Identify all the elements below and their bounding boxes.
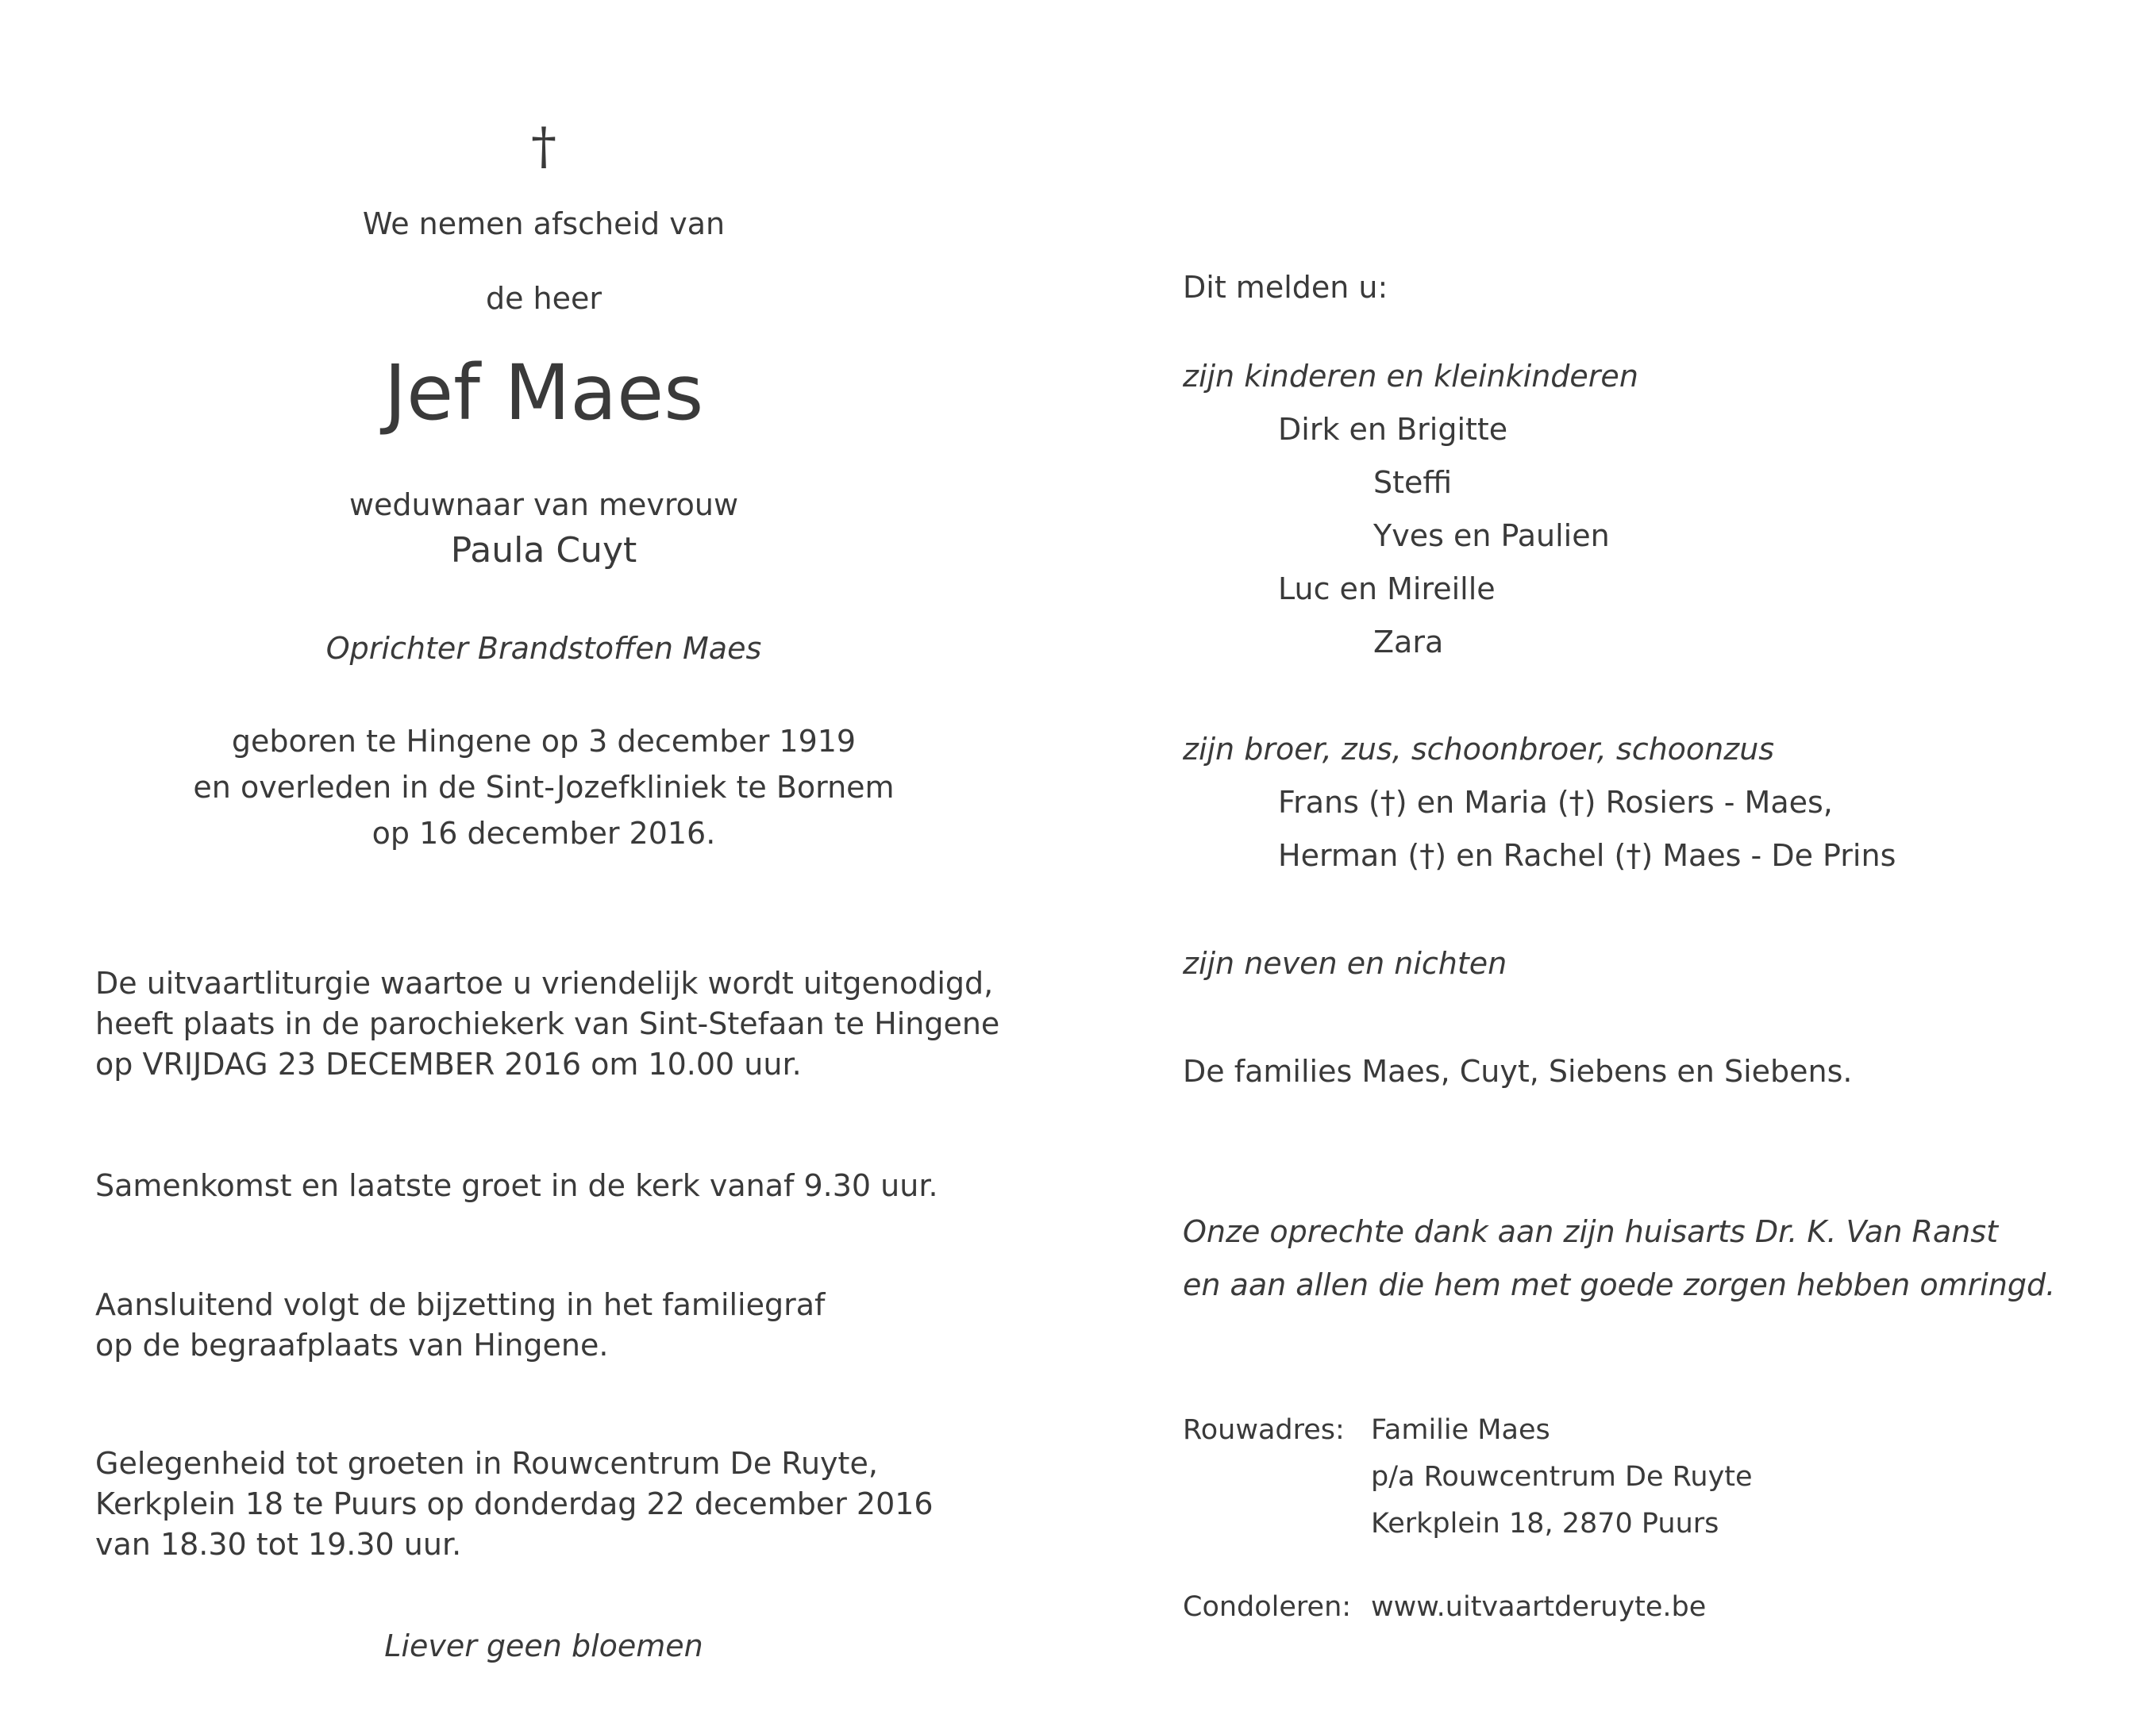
funeral-line: op VRIJDAG 23 DECEMBER 2016 om 10.00 uur. <box>95 1047 802 1082</box>
honorific: de heer <box>485 281 603 316</box>
visitation-line: van 18.30 tot 19.30 uur. <box>95 1527 462 1562</box>
spouse-name: Paula Cuyt <box>450 530 637 571</box>
condolence-label: Condoleren: <box>1183 1591 1352 1623</box>
death-date-line: op 16 december 2016. <box>372 816 716 851</box>
cousins-heading: zijn neven en nichten <box>1183 946 1507 981</box>
families-text: De families Maes, Cuyt, Siebens en Siebens. <box>1183 1054 1853 1089</box>
address-line: Kerkplein 18, 2870 Puurs <box>1371 1508 1719 1540</box>
siblings-heading: zijn broer, zus, schoonbroer, schoonzus <box>1183 732 1775 767</box>
grandchild-entry: Zara <box>1373 625 1444 659</box>
grandchild-entry: Yves en Paulien <box>1373 518 1610 553</box>
burial-line: Aansluitend volgt de bijzetting in het familiegraf <box>95 1287 826 1322</box>
deceased-name: Jef Maes <box>383 348 704 437</box>
gathering-text: Samenkomst en laatste groet in de kerk vanaf 9.30 uur. <box>95 1168 938 1203</box>
children-heading: zijn kinderen en kleinkinderen <box>1183 359 1638 394</box>
sibling-entry: Herman (†) en Rachel (†) Maes - De Prins <box>1278 838 1896 873</box>
birth-line: geboren te Hingene op 3 december 1919 <box>231 724 857 759</box>
burial-block <box>95 1286 825 1367</box>
death-line: en overleden in de Sint-Jozefkliniek te Bornem <box>193 770 895 805</box>
thanks-line: en aan allen die hem met goede zorgen hebben omringd. <box>1183 1267 2056 1302</box>
visitation-line: Gelegenheid tot groeten in Rouwcentrum De Ruyte, <box>95 1446 878 1481</box>
address-line: p/a Rouwcentrum De Ruyte <box>1371 1461 1753 1493</box>
funeral-line: De uitvaartliturgie waartoe u vriendelijk wordt uitgenodigd, <box>95 966 994 1001</box>
right-page <box>1183 0 2135 1734</box>
visitation-line: Kerkplein 18 te Puurs op donderdag 22 december 2016 <box>95 1486 934 1521</box>
condolence-link[interactable]: www.uitvaartderuyte.be <box>1371 1591 1707 1623</box>
address-label: Rouwadres: <box>1183 1414 1345 1446</box>
announce-text: Dit melden u: <box>1183 270 1388 305</box>
sibling-entry: Frans (†) en Maria (†) Rosiers - Maes, <box>1278 785 1833 820</box>
funeral-block <box>95 964 999 1086</box>
widower-label: weduwnaar van mevrouw <box>348 487 739 522</box>
burial-line: op de begraafplaats van Hingene. <box>95 1328 609 1363</box>
no-flowers-note: Liever geen bloemen <box>384 1628 703 1663</box>
funeral-line: heeft plaats in de parochiekerk van Sint-Stefaan te Hingene <box>95 1006 1000 1041</box>
address-line: Familie Maes <box>1371 1414 1550 1446</box>
grandchild-entry: Steffi <box>1373 465 1453 500</box>
occupation: Oprichter Brandstoffen Maes <box>325 631 762 666</box>
birth-death-block <box>0 722 1088 860</box>
child-entry: Dirk en Brigitte <box>1278 412 1508 447</box>
intro-text: We nemen afscheid van <box>362 206 726 241</box>
thanks-line: Onze oprechte dank aan zijn huisarts Dr. K. Van Ranst <box>1183 1214 1998 1249</box>
cross-symbol: † <box>531 117 556 176</box>
visitation-block <box>95 1444 934 1566</box>
child-entry: Luc en Mireille <box>1278 571 1496 606</box>
